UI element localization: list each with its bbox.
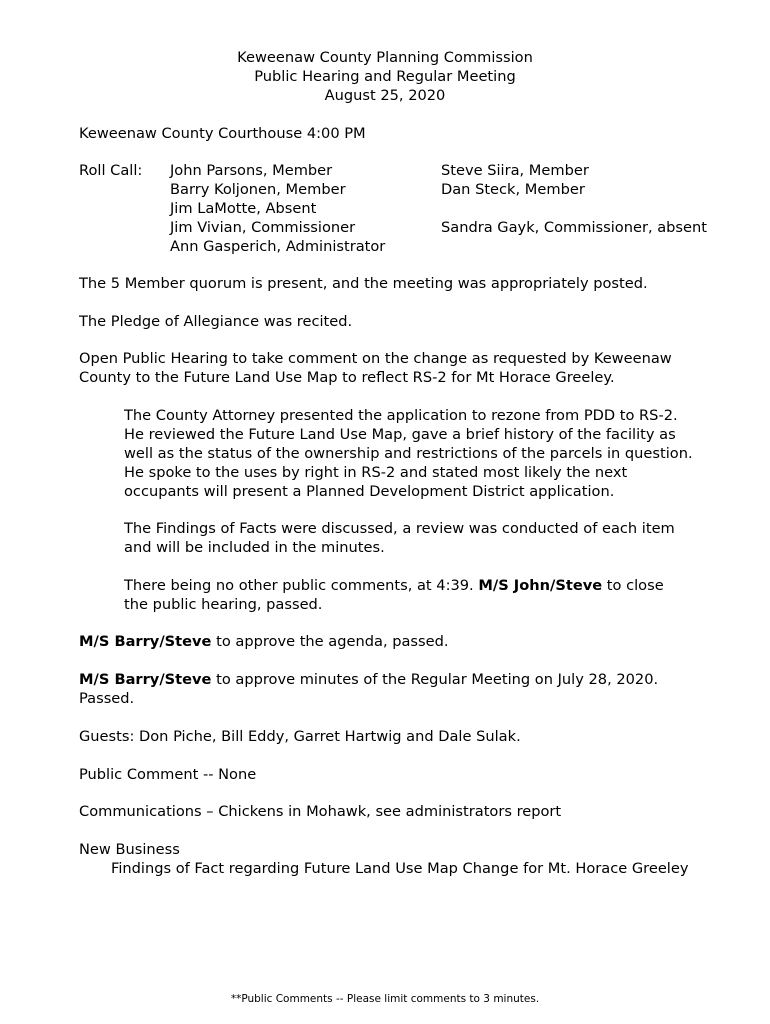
- agenda-motion: [79, 632, 449, 651]
- roll-call-member: Sandra Gayk, Commissioner, absent: [441, 219, 707, 236]
- close-hearing-motion: [124, 576, 664, 595]
- header-title: Keweenaw County Planning Commission: [237, 49, 533, 66]
- motion-movers: M/S Barry/Steve: [79, 633, 212, 650]
- new-business-item: Findings of Fact regarding Future Land Use Map Change for Mt. Horace Greeley: [111, 860, 689, 877]
- attorney-paragraph: well as the status of the ownership and restrictions of the parcels in question.: [124, 445, 693, 462]
- minutes-motion-cont: Passed.: [79, 690, 135, 707]
- attorney-paragraph: occupants will present a Planned Development District application.: [124, 483, 615, 500]
- quorum-statement: The 5 Member quorum is present, and the meeting was appropriately posted.: [79, 275, 648, 292]
- new-business-heading: New Business: [79, 841, 180, 858]
- minutes-motion-text: to approve minutes of the Regular Meeting on July 28, 2020.: [211, 671, 659, 688]
- communications-line: Communications – Chickens in Mohawk, see administrators report: [79, 803, 562, 820]
- attorney-paragraph: He spoke to the uses by right in RS-2 and stated most likely the next: [124, 464, 628, 481]
- attorney-paragraph: He reviewed the Future Land Use Map, gave a brief history of the facility as: [124, 426, 676, 443]
- hearing-paragraph: County to the Future Land Use Map to reflect RS-2 for Mt Horace Greeley.: [79, 369, 615, 386]
- roll-call-member: Jim Vivian, Commissioner: [170, 219, 356, 236]
- roll-call-member: Barry Koljonen, Member: [170, 181, 346, 198]
- roll-call-member: Ann Gasperich, Administrator: [170, 238, 386, 255]
- header-subtitle: Public Hearing and Regular Meeting: [254, 68, 516, 85]
- close-hearing-text: to close: [602, 577, 664, 594]
- findings-paragraph: The Findings of Facts were discussed, a review was conducted of each item: [124, 520, 675, 537]
- page-footer-note: **Public Comments -- Please limit comments to 3 minutes.: [230, 993, 540, 1005]
- attorney-paragraph: The County Attorney presented the application to rezone from PDD to RS-2.: [124, 407, 678, 424]
- header-date: August 25, 2020: [324, 87, 446, 104]
- roll-call-member: John Parsons, Member: [170, 162, 333, 179]
- guests-line: Guests: Don Piche, Bill Eddy, Garret Hartwig and Dale Sulak.: [79, 728, 521, 745]
- minutes-motion: [79, 670, 658, 689]
- close-hearing-text: There being no other public comments, at 4:39.: [124, 577, 479, 594]
- roll-call-member: Dan Steck, Member: [441, 181, 585, 198]
- pledge-statement: The Pledge of Allegiance was recited.: [79, 313, 353, 330]
- roll-call-label: Roll Call:: [79, 162, 143, 179]
- public-comment-line: Public Comment -- None: [79, 766, 257, 783]
- agenda-motion-text: to approve the agenda, passed.: [211, 633, 449, 650]
- meeting-location: Keweenaw County Courthouse 4:00 PM: [79, 125, 366, 142]
- roll-call-member: Jim LaMotte, Absent: [170, 200, 317, 217]
- close-hearing-motion-cont: the public hearing, passed.: [124, 596, 323, 613]
- hearing-paragraph: Open Public Hearing to take comment on the change as requested by Keweenaw: [79, 350, 672, 367]
- roll-call-member: Steve Siira, Member: [441, 162, 589, 179]
- findings-paragraph: and will be included in the minutes.: [124, 539, 385, 556]
- motion-movers: M/S John/Steve: [478, 577, 603, 594]
- motion-movers: M/S Barry/Steve: [79, 671, 212, 688]
